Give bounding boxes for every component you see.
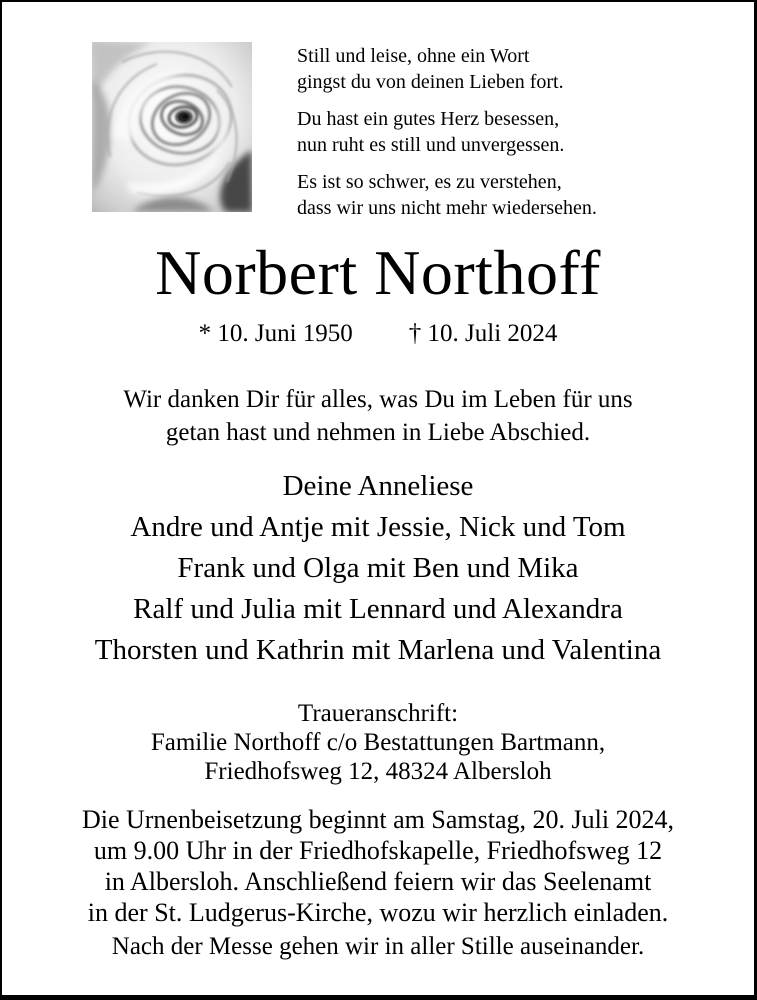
mourning-address-line: Familie Northoff c/o Bestattungen Bartmann, — [150, 729, 606, 756]
mourner-line: Deine Anneliese — [282, 470, 474, 502]
poem-line: nun ruht es still und unvergessen. — [297, 134, 565, 156]
poem-line: gingst du von deinen Lieben fort. — [297, 71, 564, 93]
service-line: Die Urnenbeisetzung beginnt am Samstag, 20. Juli 2024, — [81, 805, 675, 834]
mourning-address-line: Friedhofsweg 12, 48324 Albersloh — [204, 758, 552, 785]
poem-line: Still und leise, ohne ein Wort — [297, 45, 530, 67]
poem-stanza — [297, 106, 597, 158]
death-date: † 10. Juli 2024 — [408, 320, 558, 347]
service-line: in Albersloh. Anschließend feiern wir das Seelenamt — [104, 867, 652, 896]
poem-stanza — [297, 43, 597, 95]
mourning-address — [2, 699, 754, 786]
memorial-poem — [297, 42, 597, 221]
poem-line: Du hast ein gutes Herz besessen, — [297, 108, 560, 130]
thanks-line: Wir danken Dir für alles, was Du im Leben für uns — [123, 386, 633, 413]
white-rose-photo — [92, 42, 252, 212]
mourner-line: Thorsten und Kathrin mit Marlena und Valentina — [94, 634, 662, 666]
closing-line: Nach der Messe gehen wir in aller Stille auseinander. — [111, 933, 645, 960]
service-line: in der St. Ludgerus-Kirche, wozu wir herzlich einladen. — [87, 898, 669, 927]
header-section — [92, 42, 597, 221]
poem-line: dass wir uns nicht mehr wiedersehen. — [297, 197, 597, 219]
mourners-list — [2, 466, 754, 671]
thanks-line: getan hast und nehmen in Liebe Abschied. — [165, 419, 591, 446]
mourner-line: Frank und Olga mit Ben und Mika — [177, 552, 579, 584]
rose-image-graphic — [92, 42, 252, 212]
mourner-line: Andre und Antje mit Jessie, Nick und Tom — [130, 511, 626, 543]
deceased-name: Norbert Northoff — [155, 237, 601, 308]
thanks-text — [2, 383, 754, 449]
service-line: um 9.00 Uhr in der Friedhofskapelle, Friedhofsweg 12 — [93, 836, 663, 865]
life-dates — [2, 319, 754, 349]
mourning-address-label: Traueranschrift: — [297, 700, 459, 727]
poem-stanza — [297, 169, 597, 221]
birth-date: * 10. Juni 1950 — [198, 320, 353, 347]
mourner-line: Ralf und Julia mit Lennard und Alexandra — [133, 593, 623, 625]
funeral-service-info — [2, 804, 754, 928]
poem-line: Es ist so schwer, es zu verstehen, — [297, 171, 562, 193]
